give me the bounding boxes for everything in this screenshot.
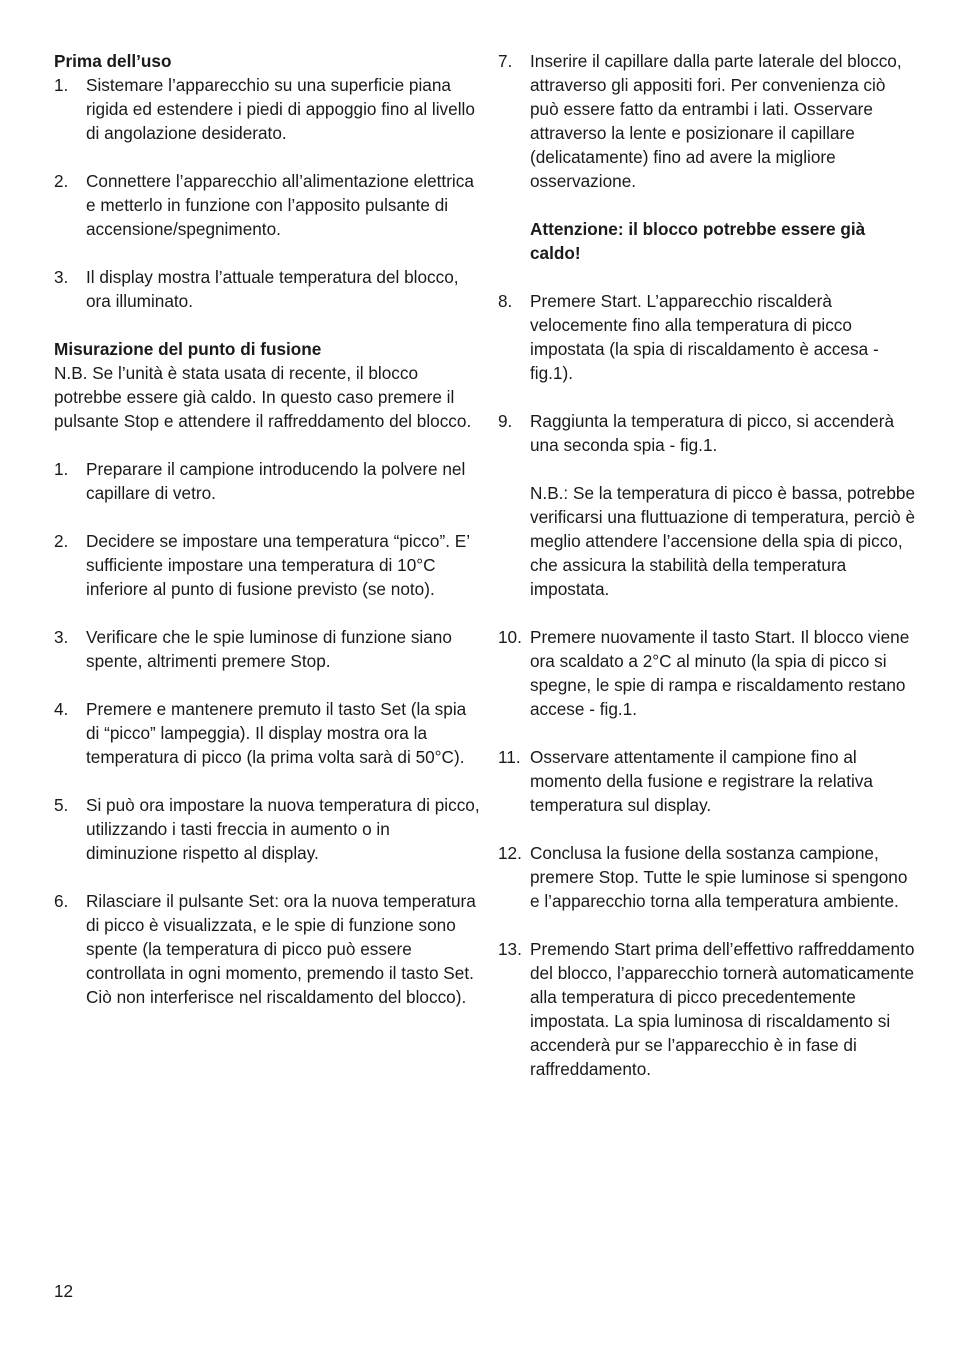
item-number: 5. — [54, 795, 69, 815]
item-number: 3. — [54, 627, 69, 647]
item-number: 10. — [498, 627, 522, 647]
list-item — [54, 169, 482, 241]
item-number: 2. — [54, 531, 69, 551]
item-text: Preparare il campione introducendo la polvere nel capillare di vetro. — [86, 459, 466, 503]
list-item — [498, 289, 918, 385]
list-item — [54, 73, 482, 145]
note-paragraph: N.B. Se l’unità è stata usata di recente, il blocco potrebbe essere già caldo. In questo caso premere il pulsante Stop e attendere il raffreddamento del blocco. — [54, 363, 472, 431]
list-item — [498, 409, 918, 457]
list-item — [498, 625, 918, 721]
item-text: Conclusa la fusione della sostanza campione, premere Stop. Tutte le spie luminose si spengono e l’apparecchio torna alla temperatura ambiente. — [530, 843, 908, 911]
warning-text: Attenzione: il blocco potrebbe essere già caldo! — [530, 219, 866, 263]
item-number: 13. — [498, 939, 522, 959]
item-number: 8. — [498, 291, 513, 311]
item-number: 3. — [54, 267, 69, 287]
item-number: 12. — [498, 843, 522, 863]
item-number: 2. — [54, 171, 69, 191]
item-number: 1. — [54, 459, 69, 479]
item-text: Sistemare l’apparecchio su una superficie piana rigida ed estendere i piedi di appoggio fino al livello di angolazione desiderato. — [86, 75, 475, 143]
left-column — [54, 49, 482, 1009]
item-text: Osservare attentamente il campione fino al momento della fusione e registrare la relativa temperatura sul display. — [530, 747, 873, 815]
page-number: 12 — [54, 1281, 74, 1301]
item-number: 7. — [498, 51, 513, 71]
item-number: 9. — [498, 411, 513, 431]
list-item — [498, 841, 918, 913]
item-text: Si può ora impostare la nuova temperatura di picco, utilizzando i tasti freccia in aumento o in diminuzione rispetto al display. — [86, 795, 480, 863]
list-item — [54, 457, 482, 505]
list-item — [498, 49, 918, 193]
item-text: Premendo Start prima dell’effettivo raffreddamento del blocco, l’apparecchio tornerà automaticamente alla temperatura di picco precedentemente impostata. La spia luminosa di riscaldamento si accenderà pur se l’apparecchio è in fase di raffreddamento. — [530, 939, 915, 1079]
note-paragraph: N.B.: Se la temperatura di picco è bassa, potrebbe verificarsi una fluttuazione di temperatura, perciò è meglio attendere l’accensione della spia di picco, che assicura la stabilità della temperatura impostata. — [530, 483, 916, 599]
item-number: 11. — [498, 747, 521, 767]
list-item — [54, 889, 482, 1009]
item-text: Premere nuovamente il tasto Start. Il blocco viene ora scaldato a 2°C al minuto (la spia di picco si spegne, le spie di rampa e riscaldamento restano accese - fig.1. — [530, 627, 910, 719]
list-item — [54, 625, 482, 673]
item-text: Il display mostra l’attuale temperatura del blocco, ora illuminato. — [86, 267, 459, 311]
item-number: 4. — [54, 699, 69, 719]
item-text: Verificare che le spie luminose di funzione siano spente, altrimenti premere Stop. — [86, 627, 452, 671]
item-text: Premere e mantenere premuto il tasto Set (la spia di “picco” lampeggia). Il display mostra ora la temperatura di picco (la prima volta sarà di 50°C). — [86, 699, 467, 767]
item-number: 1. — [54, 75, 69, 95]
section-heading-melting-point: Misurazione del punto di fusione — [54, 339, 322, 359]
list-item — [54, 697, 482, 769]
right-column — [498, 49, 918, 1081]
item-text: Premere Start. L’apparecchio riscalderà velocemente fino alla temperatura di picco impostata (la spia di riscaldamento è accesa - fig.1). — [530, 291, 879, 383]
list-item — [54, 793, 482, 865]
item-text: Connettere l’apparecchio all’alimentazione elettrica e metterlo in funzione con l’apposito pulsante di accensione/spegnimento. — [86, 171, 474, 239]
list-item — [498, 937, 918, 1081]
list-item — [498, 745, 918, 817]
item-text: Decidere se impostare una temperatura “picco”. E’ sufficiente impostare una temperatura di 10°C inferiore al punto di fusione previsto (se noto). — [86, 531, 470, 599]
section-heading-before-use: Prima dell’uso — [54, 51, 172, 71]
list-item — [54, 529, 482, 601]
list-item — [54, 265, 482, 313]
item-number: 6. — [54, 891, 69, 911]
item-text: Inserire il capillare dalla parte laterale del blocco, attraverso gli appositi fori. Per convenienza ciò può essere fatto da entrambi i lati. Osservare attraverso la lente e posizionare il capillare (delicatamente) fino ad avere la migliore osservazione. — [530, 51, 902, 191]
item-text: Raggiunta la temperatura di picco, si accenderà una seconda spia - fig.1. — [530, 411, 895, 455]
item-text: Rilasciare il pulsante Set: ora la nuova temperatura di picco è visualizzata, e le spie di funzione sono spente (la temperatura di picco può essere controllata in ogni momento, premendo il tasto Set. Ciò non interferisce nel riscaldamento del blocco). — [86, 891, 476, 1007]
